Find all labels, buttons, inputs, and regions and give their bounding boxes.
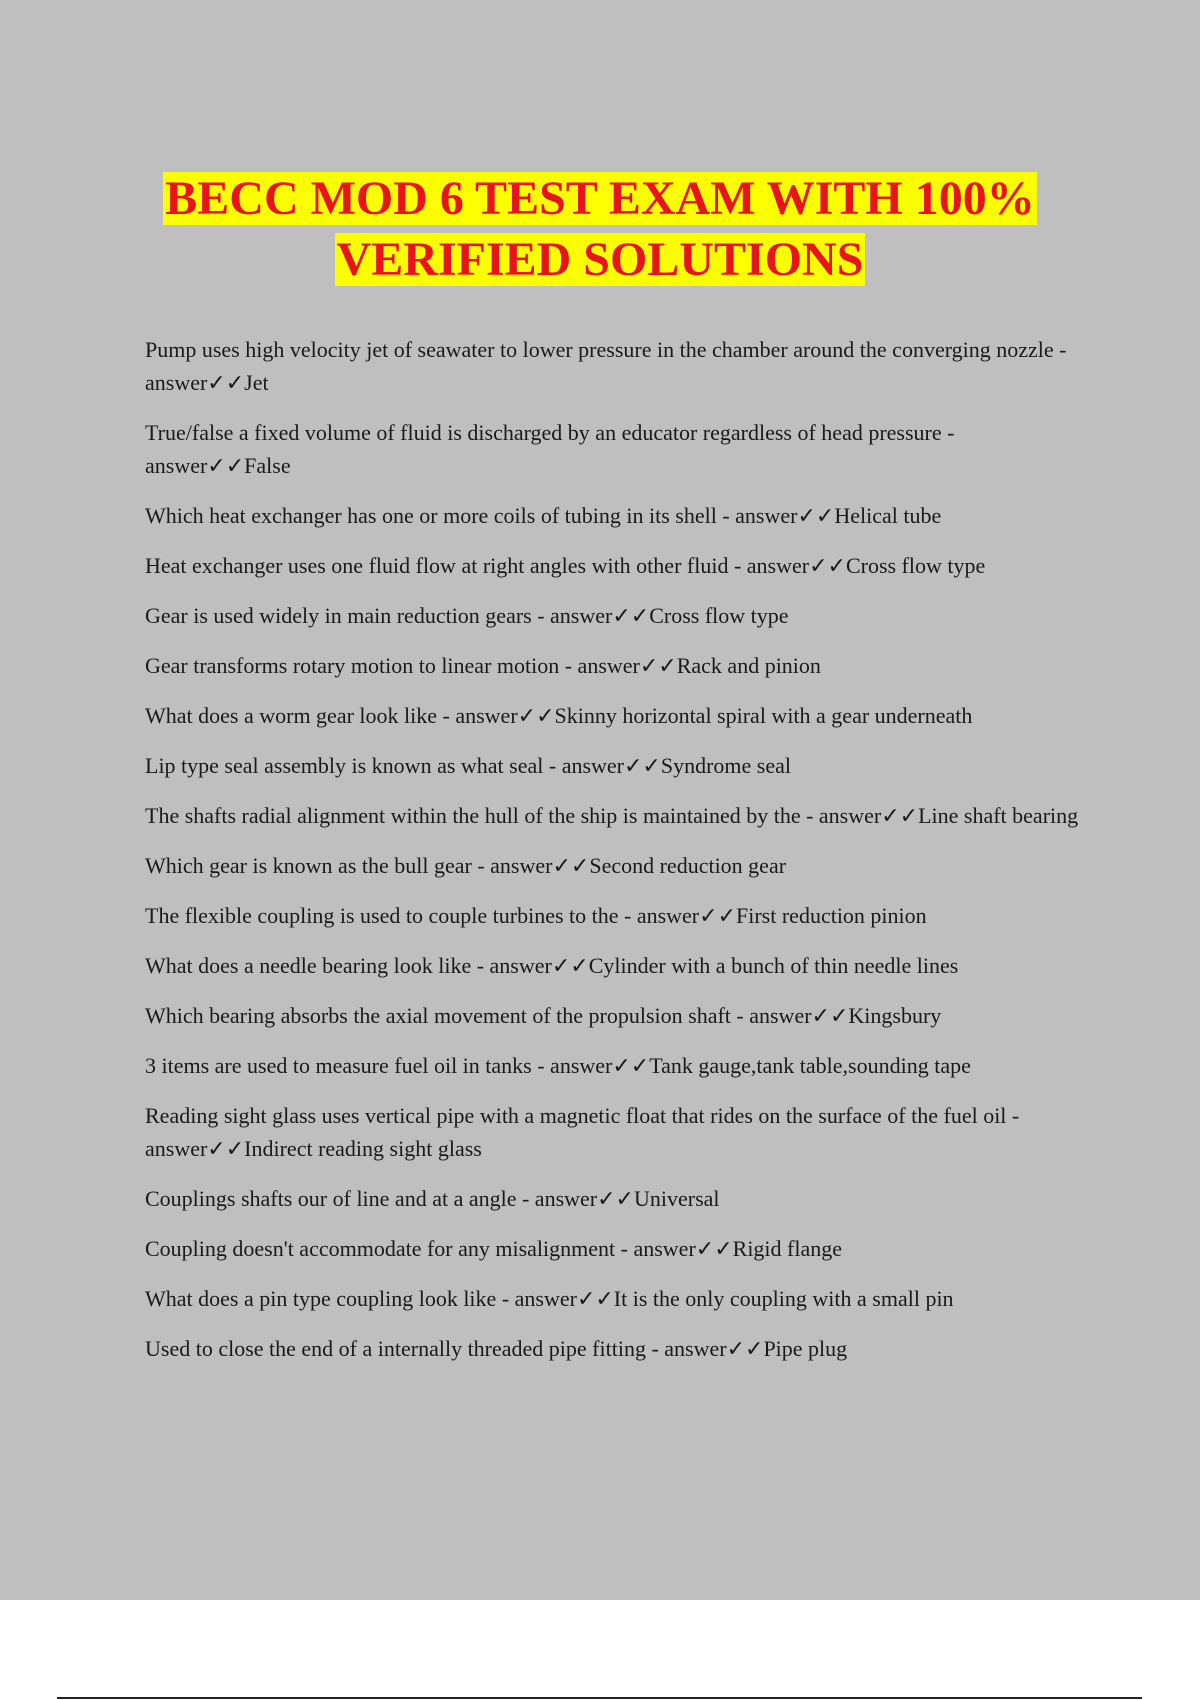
- qa-item: Pump uses high velocity jet of seawater to lower pressure in the chamber around the converging nozzle - answer✓✓Jet: [145, 337, 1067, 395]
- qa-item: Couplings shafts our of line and at a angle - answer✓✓Universal: [145, 1186, 720, 1211]
- qa-item: True/false a fixed volume of fluid is discharged by an educator regardless of head pressure - answer✓✓False: [145, 420, 955, 478]
- title-line-2: VERIFIED SOLUTIONS: [336, 233, 864, 286]
- qa-item: 3 items are used to measure fuel oil in tanks - answer✓✓Tank gauge,tank table,sounding tape: [145, 1053, 971, 1078]
- qa-item: What does a worm gear look like - answer✓✓Skinny horizontal spiral with a gear underneath: [145, 703, 973, 728]
- qa-item: The flexible coupling is used to couple turbines to the - answer✓✓First reduction pinion: [145, 903, 927, 928]
- question-answer-list: [145, 333, 1080, 1382]
- qa-item: Coupling doesn't accommodate for any misalignment - answer✓✓Rigid flange: [145, 1236, 843, 1261]
- qa-item: Lip type seal assembly is known as what seal - answer✓✓Syndrome seal: [145, 753, 792, 778]
- qa-item: Which bearing absorbs the axial movement of the propulsion shaft - answer✓✓Kingsbury: [145, 1003, 942, 1028]
- qa-item: Which gear is known as the bull gear - answer✓✓Second reduction gear: [145, 853, 787, 878]
- title-line-1: BECC MOD 6 TEST EXAM WITH 100%: [165, 172, 1035, 225]
- qa-item: Reading sight glass uses vertical pipe with a magnetic float that rides on the surface of the fuel oil - answer✓✓Indirect reading sight glass: [145, 1103, 1020, 1161]
- qa-item: Which heat exchanger has one or more coils of tubing in its shell - answer✓✓Helical tube: [145, 503, 942, 528]
- qa-item: What does a needle bearing look like - answer✓✓Cylinder with a bunch of thin needle lines: [145, 953, 959, 978]
- qa-item: What does a pin type coupling look like - answer✓✓It is the only coupling with a small pin: [145, 1286, 954, 1311]
- qa-item: The shafts radial alignment within the hull of the ship is maintained by the - answer✓✓Line shaft bearing: [145, 803, 1079, 828]
- qa-item: Gear transforms rotary motion to linear motion - answer✓✓Rack and pinion: [145, 653, 821, 678]
- qa-item: Heat exchanger uses one fluid flow at right angles with other fluid - answer✓✓Cross flow type: [145, 553, 986, 578]
- qa-item: Used to close the end of a internally threaded pipe fitting - answer✓✓Pipe plug: [145, 1336, 848, 1361]
- document-title: [0, 168, 1200, 290]
- bottom-divider: [57, 1697, 1142, 1699]
- qa-item: Gear is used widely in main reduction gears - answer✓✓Cross flow type: [145, 603, 789, 628]
